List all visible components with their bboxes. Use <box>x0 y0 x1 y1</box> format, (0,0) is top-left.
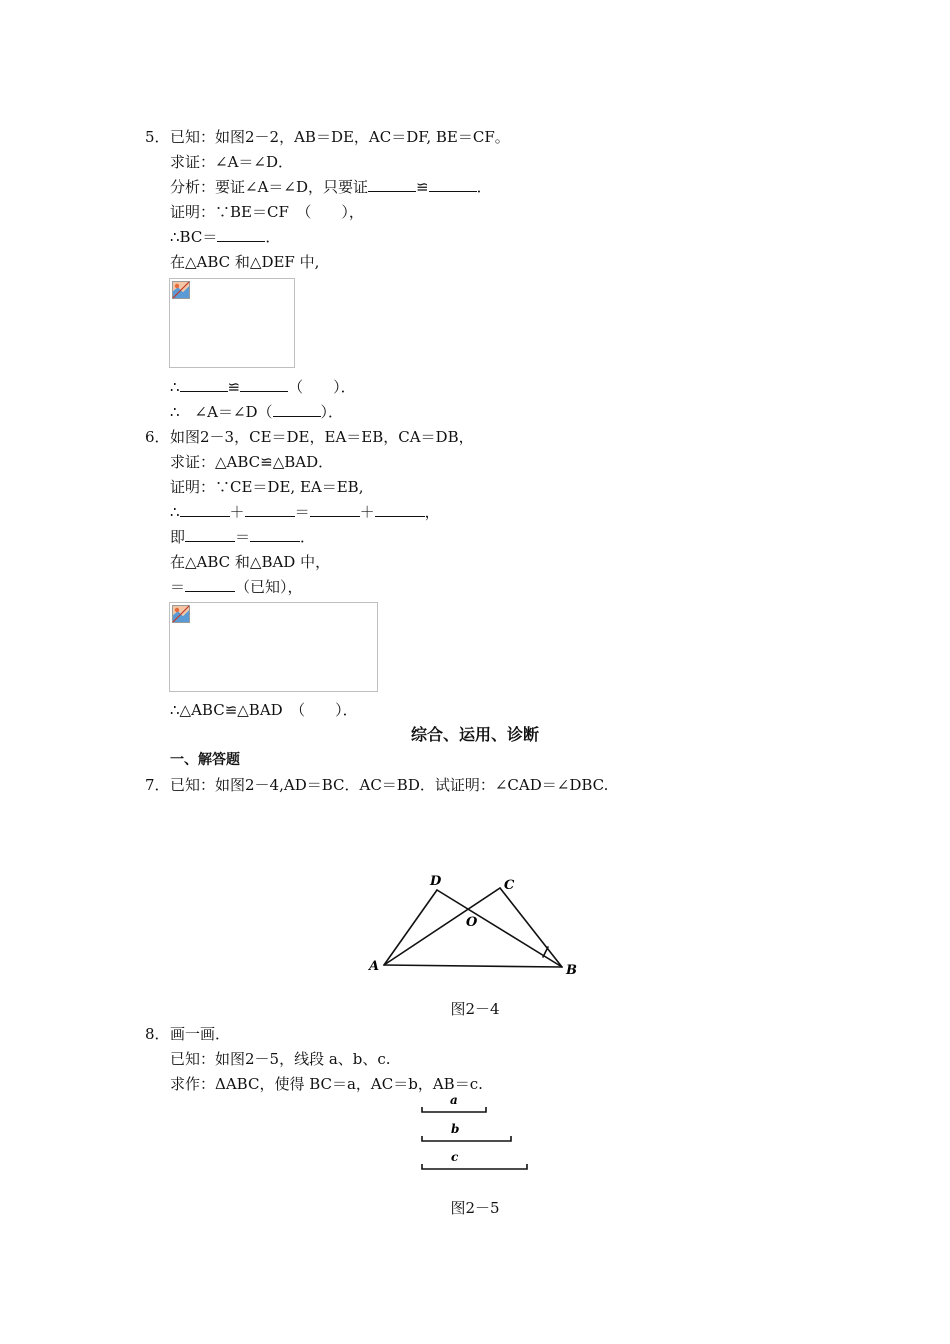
period: ． <box>476 178 492 196</box>
label-o: O <box>466 915 478 930</box>
q6-conclusion: ∴△ABC≌△BAD （ ）． <box>170 701 358 719</box>
label-a: A <box>369 959 380 974</box>
blank[interactable] <box>250 527 300 542</box>
therefore-symbol: ∴ <box>170 378 180 396</box>
q5-prove: 求证：∠A＝∠D． <box>170 153 293 171</box>
section-title: 综合、运用、诊断 <box>410 725 539 744</box>
q8-number: 8． <box>145 1025 170 1043</box>
segment-cb <box>500 888 562 967</box>
q7-number: 7． <box>145 776 170 794</box>
q5-analysis-text: 分析：要证∠A＝∠D，只要证 <box>170 178 368 196</box>
segment-ab <box>384 965 562 967</box>
blank[interactable] <box>185 527 235 542</box>
q5-angle-conclusion: ∴ ∠A＝∠D（ <box>170 403 273 421</box>
blank[interactable] <box>368 177 416 192</box>
equals: ＝ <box>294 503 310 521</box>
broken-image-icon <box>172 605 190 623</box>
q5-analysis <box>170 177 492 197</box>
segment-b <box>422 1136 511 1141</box>
segment-label-a: a <box>450 1093 458 1107</box>
q8-title: 画一画． <box>170 1025 231 1043</box>
figure-2-4-caption: 图2－4 <box>450 1000 500 1018</box>
label-d: D <box>430 874 442 889</box>
q7-text: 已知：如图2－4,AD＝BC．AC＝BD．试证明：∠CAD＝∠DBC. <box>170 776 609 794</box>
blank[interactable] <box>180 502 230 517</box>
q5-given: 已知：如图2－2，AB＝DE，AC＝DF, BE＝CF。 <box>170 128 510 146</box>
broken-image-icon <box>172 281 190 299</box>
blank[interactable] <box>217 227 265 242</box>
blank[interactable] <box>180 377 228 392</box>
label-b: B <box>566 963 577 978</box>
q6-number: 6． <box>145 428 170 446</box>
period: ． <box>265 228 281 246</box>
plus: ＋ <box>229 503 245 521</box>
equals: ＝ <box>235 528 251 546</box>
q6-ji-line <box>170 527 315 547</box>
ji-label: 即 <box>170 528 186 546</box>
blank[interactable] <box>185 577 235 592</box>
therefore-symbol: ∴ <box>170 503 180 521</box>
q6-in-triangles: 在△ABC 和△BAD 中， <box>170 553 331 571</box>
q8-task: 求作：ΔABC，使得 BC＝a，AC＝b，AB＝c. <box>170 1075 483 1093</box>
plus: ＋ <box>359 503 375 521</box>
figure-2-5 <box>415 1092 535 1174</box>
blank[interactable] <box>310 502 360 517</box>
q5-therefore-bc: ∴BC＝ <box>170 228 218 246</box>
comma: ， <box>424 503 440 521</box>
equals: ＝ <box>170 578 186 596</box>
q5-in-triangles: 在△ABC 和△DEF 中, <box>170 253 320 271</box>
q5-broken-image <box>169 278 295 368</box>
period: ． <box>300 528 316 546</box>
q5-conclusion1 <box>170 377 356 397</box>
q5-conclusion2 <box>170 402 343 422</box>
congruent-symbol: ≌ <box>227 378 241 396</box>
q5-bc-line <box>170 227 280 247</box>
known-note: （已知）， <box>235 578 303 596</box>
q6-prove: 求证：△ABC≌△BAD． <box>170 453 334 471</box>
q6-broken-image <box>169 602 378 692</box>
blank[interactable] <box>429 177 477 192</box>
segment-a <box>422 1107 486 1112</box>
close-paren: ）． <box>320 403 344 421</box>
q6-known-line <box>170 577 303 597</box>
part-heading: 一、解答题 <box>170 752 240 768</box>
blank[interactable] <box>245 502 295 517</box>
q6-sum-line <box>170 502 440 522</box>
blank[interactable] <box>240 377 288 392</box>
figure-2-5-caption: 图2－5 <box>450 1199 500 1217</box>
segment-ac <box>384 888 500 965</box>
blank[interactable] <box>375 502 425 517</box>
q5-proof-line1: 证明：∵BE＝CF （ ）， <box>170 203 364 221</box>
q6-given: 如图2－3，CE＝DE，EA＝EB，CA＝DB， <box>170 428 474 446</box>
q5-number: 5． <box>145 128 170 146</box>
label-c: C <box>504 878 515 893</box>
angle-mark-b <box>543 947 548 957</box>
q8-given: 已知：如图2－5，线段 a、b、c. <box>170 1050 391 1068</box>
segment-label-c: c <box>451 1150 459 1164</box>
figure-2-4 <box>360 868 590 980</box>
segment-ad <box>384 890 437 965</box>
segment-label-b: b <box>451 1122 460 1136</box>
segment-c <box>422 1164 527 1169</box>
reason-parens: （ ）． <box>288 378 356 396</box>
q6-proof: 证明：∵CE＝DE, EA＝EB, <box>170 478 364 496</box>
blank[interactable] <box>273 402 321 417</box>
congruent-symbol: ≌ <box>416 178 429 196</box>
